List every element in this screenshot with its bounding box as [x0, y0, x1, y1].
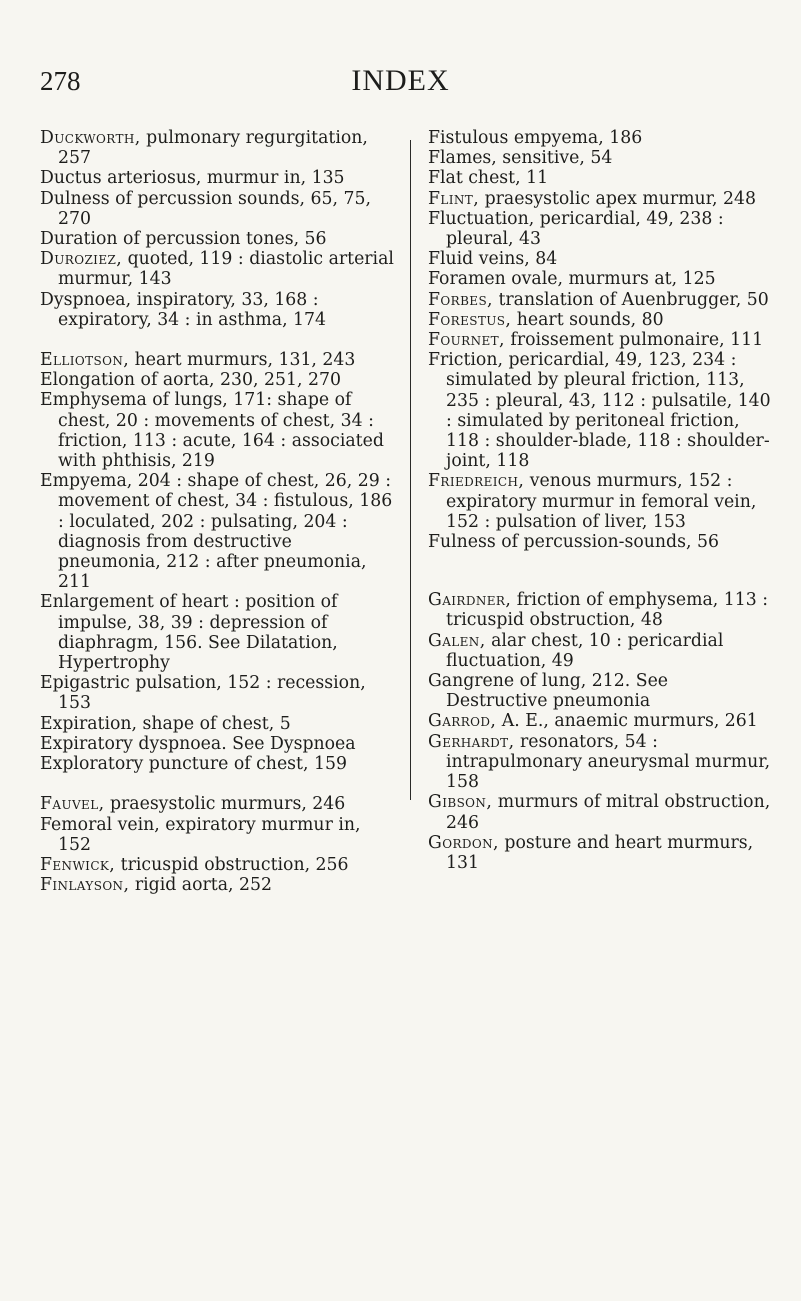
- index-entry: [428, 792, 773, 832]
- index-entry: [40, 229, 398, 249]
- entry-text: Flames, sensitive, 54: [428, 148, 613, 169]
- entry-text: Fistulous empyema, 186: [428, 128, 643, 148]
- entry-text: venous murmurs, 152 : expiratory murmur in femoral vein, 152 : pulsation of liver, 153: [446, 471, 757, 532]
- index-entry: [40, 794, 398, 814]
- index-entry: [40, 189, 398, 229]
- entry-headword: Fenwick,: [40, 854, 116, 875]
- column-divider: [410, 140, 411, 800]
- entry-text: posture and heart murmurs, 131: [446, 832, 754, 873]
- entry-text: Expiratory dyspnoea. See Dyspnoea: [40, 733, 356, 754]
- index-entry: [428, 833, 773, 873]
- index-entry: [40, 370, 398, 390]
- index-entry: [40, 128, 398, 168]
- entry-text: Exploratory puncture of chest, 159: [40, 754, 347, 775]
- entry-headword: Gairdner,: [428, 590, 512, 611]
- index-entry: [428, 269, 773, 289]
- entry-text: A. E., anaemic murmurs, 261: [496, 711, 758, 732]
- entry-text: Fluctuation, pericardial, 49, 238 : pleural, 43: [428, 208, 724, 250]
- entry-text: Empyema, 204 : shape of chest, 26, 29 : movement of chest, 34 : fistulous, 186 : loculated, 202 : pulsating, 204 : diagnosis from destructive pneumonia, 212 : after pneumonia, 211: [40, 471, 393, 593]
- entry-text: froissement pulmonaire, 111: [504, 330, 764, 351]
- entry-text: resonators, 54 : intrapulmonary aneurysmal murmur, 158: [446, 731, 771, 793]
- index-entry: [428, 148, 773, 168]
- index-column-left: [40, 128, 398, 895]
- entry-headword: Gibson,: [428, 792, 493, 813]
- entry-headword: Fournet,: [428, 330, 505, 351]
- entry-text: praesystolic murmurs, 246: [104, 794, 346, 815]
- entry-headword: Duckworth,: [40, 128, 141, 148]
- index-entry: [428, 590, 773, 630]
- entry-text: Fluid veins, 84: [428, 249, 558, 270]
- index-entry: [428, 330, 773, 350]
- entry-headword: Galen,: [428, 630, 486, 651]
- entry-text: rigid aorta, 252: [129, 875, 272, 896]
- entry-text: alar chest, 10 : pericardial fluctuation, 49: [446, 630, 724, 671]
- entry-text: murmurs of mitral obstruction, 246: [446, 792, 771, 833]
- index-entry: [40, 471, 398, 592]
- index-entry: [428, 209, 773, 249]
- index-entry: [40, 875, 398, 895]
- entry-text: pulmonary regurgitation, 257: [58, 128, 368, 169]
- index-entry: [40, 350, 398, 370]
- index-entry: [428, 471, 773, 532]
- entry-text: Enlargement of heart : position of impulse, 38, 39 : depression of diaphragm, 156. See Dilatation, Hypertrophy: [40, 592, 338, 674]
- entry-text: friction of emphysema, 113 : tricuspid obstruction, 48: [446, 590, 769, 631]
- index-entry: [40, 592, 398, 673]
- entry-headword: Gordon,: [428, 832, 499, 853]
- entry-headword: Gerhardt,: [428, 731, 515, 752]
- index-entry: [428, 532, 773, 552]
- entry-text: Expiration, shape of chest, 5: [40, 713, 291, 734]
- entry-text: quoted, 119 : diastolic arterial murmur, 143: [58, 249, 394, 290]
- entry-headword: Flint,: [428, 188, 480, 209]
- entry-headword: Elliotson,: [40, 350, 130, 371]
- index-entry: [428, 290, 773, 310]
- index-entry: [428, 631, 773, 671]
- page-number: 278: [40, 66, 81, 96]
- index-entry: [428, 249, 773, 269]
- entry-text: Epigastric pulsation, 152 : recession, 153: [40, 673, 366, 714]
- entry-text: Friction, pericardial, 49, 123, 234 : simulated by pleural friction, 113, 235 : pleural, 43, 112 : pulsatile, 140 : simulated by peritoneal friction, 118 : shoulder-blade, 118 : shoulder-joint, 118: [428, 350, 771, 472]
- index-entry: [40, 754, 398, 774]
- index-entry: [40, 168, 398, 188]
- entry-text: translation of Auenbrugger, 50: [492, 289, 769, 310]
- entry-text: Flat chest, 11: [428, 168, 549, 189]
- section-gap: [40, 330, 398, 350]
- entry-headword: Fauvel,: [40, 794, 105, 815]
- entry-text: Ductus arteriosus, murmur in, 135: [40, 168, 345, 189]
- entry-text: heart sounds, 80: [511, 309, 664, 330]
- index-entry: [40, 290, 398, 330]
- entry-headword: Duroziez,: [40, 249, 123, 270]
- index-entry: [40, 734, 398, 754]
- index-entry: [428, 189, 773, 209]
- index-column-right: [428, 128, 773, 873]
- entry-text: heart murmurs, 131, 243: [129, 350, 356, 371]
- entry-text: Gangrene of lung, 212. See Destructive pneumonia: [428, 671, 669, 712]
- index-entry: [40, 390, 398, 471]
- entry-headword: Garrod,: [428, 711, 497, 732]
- index-entry: [428, 711, 773, 731]
- section-gap: [428, 552, 773, 590]
- index-entry: [428, 732, 773, 793]
- entry-text: Emphysema of lungs, 171: shape of chest, 20 : movements of chest, 34 : friction, 113 : acute, 164 : associated with phthisis, 219: [40, 390, 384, 472]
- index-entry: [428, 128, 773, 148]
- entry-text: Dulness of percussion sounds, 65, 75, 270: [40, 188, 371, 229]
- entry-text: Fulness of percussion-sounds, 56: [428, 532, 719, 553]
- index-entry: [40, 855, 398, 875]
- index-entry: [428, 350, 773, 471]
- section-gap: [40, 774, 398, 794]
- index-entry: [40, 714, 398, 734]
- entry-text: praesystolic apex murmur, 248: [479, 188, 756, 209]
- entry-text: Femoral vein, expiratory murmur in, 152: [40, 814, 361, 855]
- entry-headword: Finlayson,: [40, 875, 130, 896]
- entry-headword: Friedreich,: [428, 471, 525, 492]
- index-entry: [428, 671, 773, 711]
- index-entry: [40, 249, 398, 289]
- entry-headword: Forestus,: [428, 309, 512, 330]
- index-entry: [428, 168, 773, 188]
- entry-text: tricuspid obstruction, 256: [115, 854, 349, 875]
- page-title: INDEX: [351, 64, 450, 97]
- index-entry: [428, 310, 773, 330]
- entry-text: Foramen ovale, murmurs at, 125: [428, 269, 716, 290]
- entry-text: Dyspnoea, inspiratory, 33, 168 : expiratory, 34 : in asthma, 174: [40, 289, 327, 330]
- entry-text: Duration of percussion tones, 56: [40, 229, 327, 250]
- index-entry: [40, 673, 398, 713]
- index-entry: [40, 815, 398, 855]
- entry-headword: Forbes,: [428, 289, 493, 310]
- entry-text: Elongation of aorta, 230, 251, 270: [40, 370, 341, 391]
